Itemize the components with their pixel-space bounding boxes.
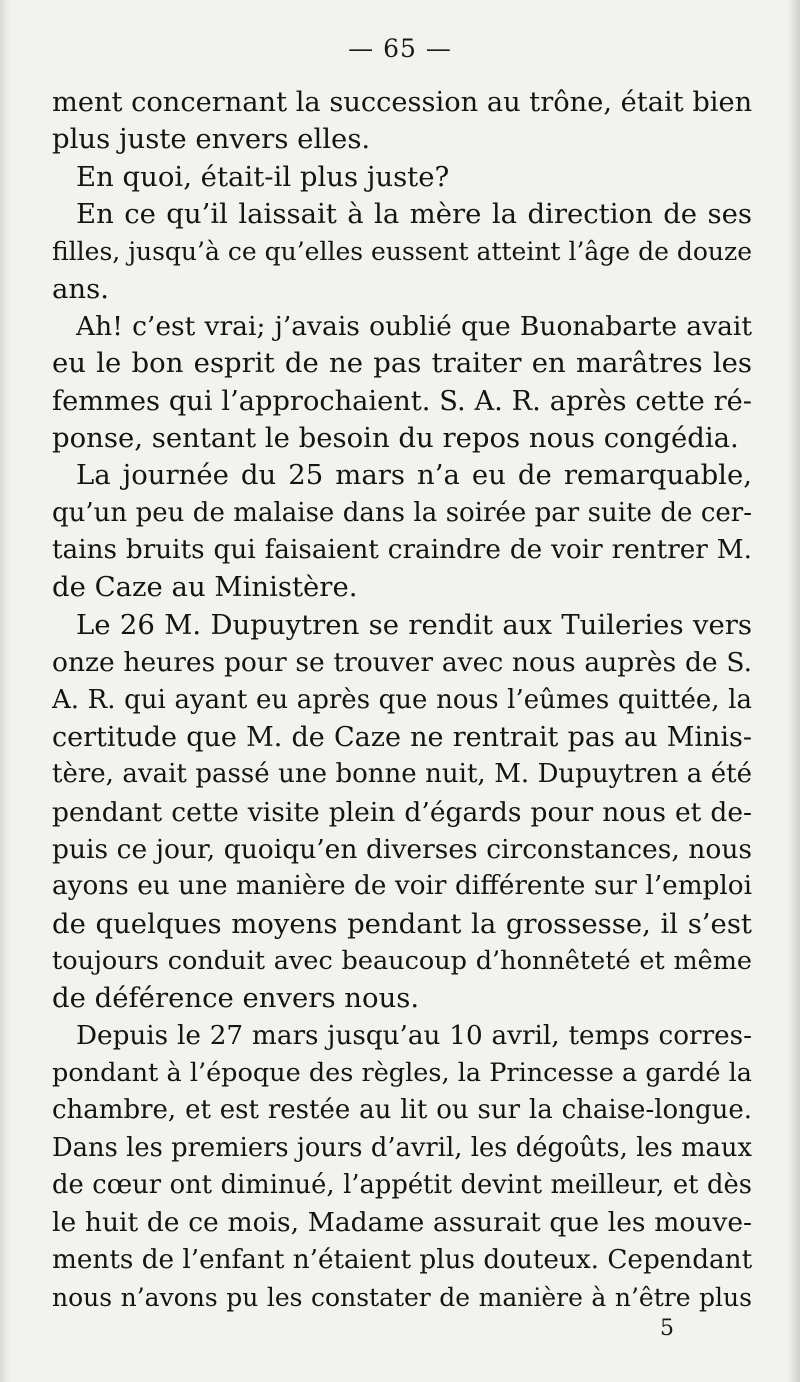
page-edge-right <box>788 0 800 1382</box>
text-line: tère, avait passé une bonne nuit, M. Dupuytren a été <box>52 759 752 790</box>
text-line: chambre, et est restée au lit ou sur la chaise-longue. <box>52 1095 752 1126</box>
text-line: Ah! c’est vrai; j’avais oublié que Buonabarte avait <box>76 311 752 343</box>
text-line: pendant cette visite plein d’égards pour nous et de- <box>52 796 752 828</box>
text-line: de déférence envers nous. <box>52 982 420 1015</box>
text-line: ment concernant la succession au trône, était bien <box>52 87 753 118</box>
text-line: qu’un peu de malaise dans la soirée par suite de cer- <box>52 497 752 528</box>
text-line: ayons eu une manière de voir différente sur l’emploi <box>52 871 752 902</box>
text-line: Dans les premiers jours d’avril, les dégoûts, les maux <box>52 1132 752 1163</box>
text-line: En quoi, était-il plus juste? <box>76 160 450 193</box>
text-line: onze heures pour se trouver avec nous auprès de S. <box>52 647 752 679</box>
text-line: ments de l’enfant n’étaient plus douteux. Cependant <box>52 1244 753 1275</box>
text-line: femmes qui l’approchaient. S. A. R. après cette ré- <box>52 385 752 417</box>
text-line: pondant à l’époque des règles, la Princesse a gardé la <box>52 1057 752 1088</box>
text-line: plus juste envers elles. <box>52 123 371 156</box>
text-line: nous n’avons pu les constater de manière à n’être plus <box>52 1283 752 1312</box>
text-line: A. R. qui ayant eu après que nous l’eûmes quittée, la <box>52 684 752 715</box>
text-line: eu le bon esprit de ne pas traiter en marâtres les <box>52 347 752 380</box>
text-line: ponse, sentant le besoin du repos nous congédia. <box>52 422 739 455</box>
text-line: En ce qu’il laissait à la mère la direction de ses <box>76 198 752 231</box>
text-line: de Caze au Ministère. <box>52 571 358 604</box>
text-line: ans. <box>52 272 109 305</box>
text-line: La journée du 25 mars n’a eu de remarquable, <box>76 459 752 492</box>
page-number-header: — 65 — <box>348 34 452 63</box>
text-line: Depuis le 27 mars jusqu’au 10 avril, temps corres- <box>76 1020 752 1051</box>
page-edge-left <box>0 0 10 1382</box>
text-line: certitude que M. de Caze ne rentrait pas au Minis- <box>52 721 752 753</box>
body-text <box>52 84 752 1316</box>
text-line: de quelques moyens pendant la grossesse, il s’est <box>52 907 752 940</box>
signature-mark: 5 <box>660 1316 674 1341</box>
text-line: filles, jusqu’à ce qu’elles eussent atteint l’âge de douze <box>52 237 752 267</box>
text-line: toujours conduit avec beaucoup d’honnêteté et même <box>52 945 752 976</box>
text-line: tains bruits qui faisaient craindre de voir rentrer M. <box>52 535 752 566</box>
text-line: puis ce jour, quoiqu’en diverses circonstances, nous <box>52 833 752 865</box>
text-line: de cœur ont diminué, l’appétit devint meilleur, et dès <box>52 1169 752 1200</box>
text-line: Le 26 M. Dupuytren se rendit aux Tuileries vers <box>76 608 752 641</box>
text-line: le huit de ce mois, Madame assurait que les mouve- <box>52 1207 752 1239</box>
